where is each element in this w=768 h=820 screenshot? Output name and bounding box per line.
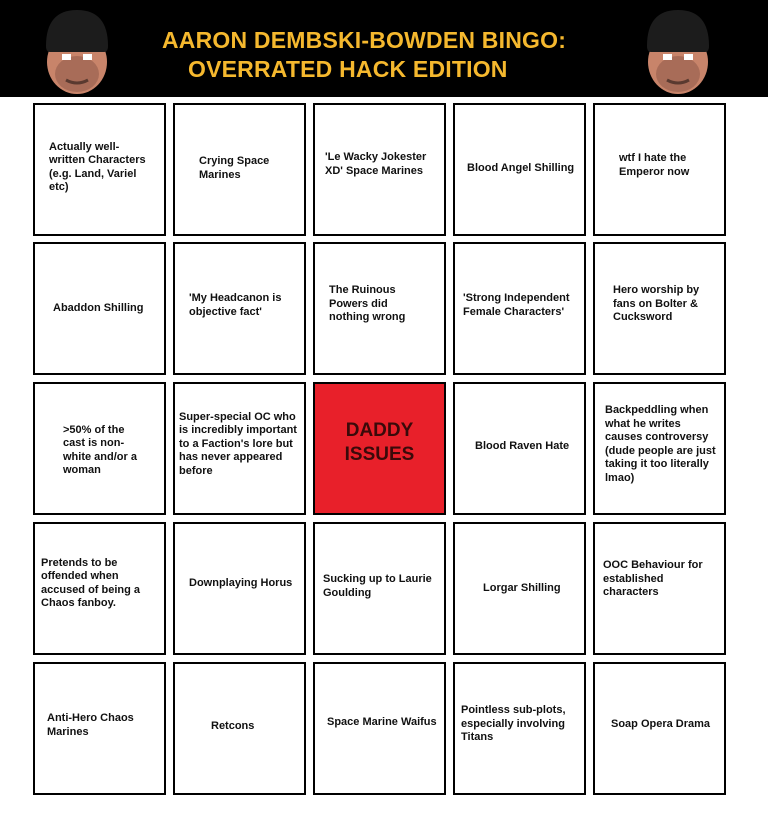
bingo-cell[interactable] (313, 522, 446, 655)
bingo-cell[interactable] (593, 103, 726, 236)
bingo-cell-text: Soap Opera Drama (611, 717, 711, 730)
bingo-cell[interactable] (313, 662, 446, 795)
bingo-cell-text: Pointless sub-plots, especially involving Titans (461, 704, 566, 744)
bingo-cell[interactable] (33, 242, 166, 375)
bingo-cell[interactable] (453, 522, 586, 655)
bingo-center-cell[interactable] (313, 382, 446, 515)
bingo-cell-text: >50% of the cast is non-white and/or a woman (63, 423, 137, 476)
bingo-cell[interactable] (313, 242, 446, 375)
bingo-cell-text: OOC Behaviour for established characters (603, 559, 703, 599)
title-line-2: OVERRATED HACK EDITION (188, 56, 508, 82)
bingo-cell-text: DADDY ISSUES (344, 419, 415, 465)
bingo-cell-text: Backpeddling when what he writes causes controversy (dude people are just taking it too literally lmao) (605, 404, 716, 484)
bingo-cell-text: Lorgar Shilling (483, 581, 561, 594)
bingo-cell-text: Abaddon Shilling (53, 301, 144, 314)
bingo-cell[interactable] (593, 382, 726, 515)
bingo-cell[interactable] (173, 522, 306, 655)
bingo-cell[interactable] (453, 662, 586, 795)
bingo-cell-text: Actually well-written Characters (e.g. Land, Variel etc) (49, 140, 146, 193)
bingo-cell-text: wtf I hate the Emperor now (619, 152, 690, 178)
bingo-cell[interactable] (173, 662, 306, 795)
bingo-cell[interactable] (453, 103, 586, 236)
bingo-cell-text: 'Strong Independent Female Characters' (463, 292, 570, 318)
bingo-cell-text: 'Le Wacky Jokester XD' Space Marines (325, 151, 427, 177)
bingo-cell[interactable] (593, 662, 726, 795)
bingo-cell[interactable] (33, 662, 166, 795)
bingo-cell-text: Blood Angel Shilling (467, 161, 575, 174)
bingo-cell-text: Crying Space Marines (199, 155, 270, 181)
bingo-cell[interactable] (33, 522, 166, 655)
bingo-cell[interactable] (453, 242, 586, 375)
bingo-cell-text: Pretends to be offended when accused of being a Chaos fanboy. (41, 556, 141, 609)
bingo-cell-text: The Ruinous Powers did nothing wrong (329, 284, 406, 324)
bingo-cell[interactable] (593, 242, 726, 375)
bingo-cell[interactable] (173, 242, 306, 375)
bingo-cell-text: 'My Headcanon is objective fact' (189, 292, 282, 318)
bingo-cell[interactable] (33, 382, 166, 515)
bingo-cell-text: Hero worship by fans on Bolter & Cucksword (613, 284, 700, 324)
bingo-cell[interactable] (33, 103, 166, 236)
bingo-cell-text: Space Marine Waifus (327, 715, 437, 728)
bingo-cell[interactable] (453, 382, 586, 515)
bingo-cell-text: Blood Raven Hate (475, 439, 570, 452)
bingo-cell-text: Super-special OC who is incredibly important to a Faction's lore but has never appeared before (179, 410, 297, 477)
bingo-cell[interactable] (173, 103, 306, 236)
title-line-1: AARON DEMBSKI-BOWDEN BINGO: (162, 27, 567, 53)
bingo-cell-text: Sucking up to Laurie Goulding (323, 573, 432, 599)
bingo-cell-text: Downplaying Horus (189, 576, 293, 589)
bingo-cell[interactable] (593, 522, 726, 655)
bingo-cell[interactable] (313, 103, 446, 236)
bingo-cell[interactable] (173, 382, 306, 515)
bingo-cell-text: Anti-Hero Chaos Marines (47, 712, 134, 738)
bingo-cell-text: Retcons (211, 719, 255, 732)
